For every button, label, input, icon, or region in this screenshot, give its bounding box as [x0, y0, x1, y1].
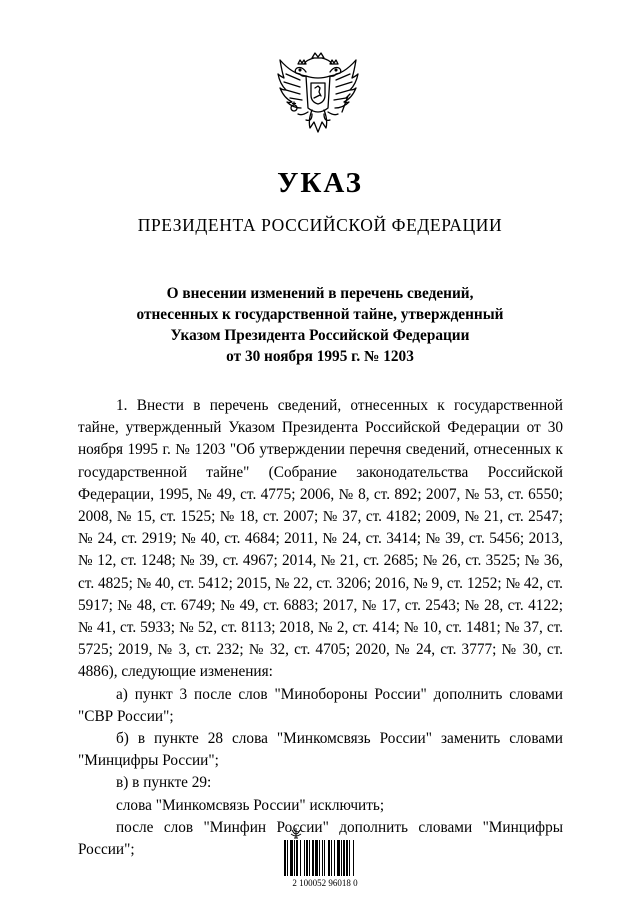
barcode-icon — [284, 840, 366, 876]
barcode-bar — [334, 840, 335, 876]
barcode-bar — [353, 840, 354, 876]
barcode-bar — [309, 840, 310, 876]
barcode-bar — [284, 840, 286, 876]
paragraph-subitem-b: б) в пункте 28 слова "Минкомсвязь России" заменить словами "Минцифры России"; — [78, 730, 563, 770]
paragraph-subitem-a: а) пункт 3 после слов "Минобороны России" дополнить словами "СВР России"; — [78, 685, 563, 725]
paragraph-subitem-v: в) в пункте 29: — [116, 774, 212, 792]
barcode-bar — [331, 840, 332, 876]
paragraph-item-1: 1. Внести в перечень сведений, отнесенных к государственной тайне, утвержденный Указом Президента Российской Федерации от 30 ноября 1995 г. № 1203 "Об утверждении перечня сведений, отнесенных к государственной тайне" (Собрание законодательства Российской Федерации, 1995, № 49, ст. 4775; 2006, № 8, ст. 892; 2007, № 53, ст. 6550; 2008, № 15, ст. 1525; № 18, ст. 2007; № 37, ст. 4182; 2009, № 21, ст. 2547; № 24, ст. 2919; № 40, ст. 4684; 2011, № 24, ст. 3414; № 39, ст. 5456; 2013, № 12, ст. 1248; № 39, ст. 4967; 2014, № 21, ст. 2685; № 26, ст. 3525; № 36, ст. 4825; № 40, ст. 5412; 2015, № 22, ст. 3206; 2016, № 9, ст. 1252; № 42, ст. 5917; № 48, ст. 6749; № 49, ст. 6883; 2017, № 17, ст. 2543; № 28, ст. 4122; № 41, ст. 5933; № 52, ст. 8113; 2018, № 2, ст. 414; № 10, ст. 1481; № 37, ст. 5725; 2019, № 3, ст. 232; № 32, ст. 4705; 2020, № 24, ст. 3777; № 30, ст. 4886), следующие изменения: — [78, 397, 564, 681]
barcode-bar — [306, 840, 308, 876]
paragraph-clause: после слов "Минфин России" дополнить словами "Минцифры России"; — [78, 818, 563, 859]
barcode-block — [270, 826, 380, 886]
barcode-bar — [322, 840, 323, 876]
heading-line: от 30 ноября 1995 г. № 1203 — [226, 348, 414, 365]
barcode-bar — [294, 840, 295, 876]
document-body — [78, 395, 563, 861]
small-eagle-icon — [289, 826, 303, 840]
barcode-bar — [319, 840, 320, 876]
barcode-bar — [328, 840, 330, 876]
barcode-bar — [346, 840, 348, 876]
barcode-bar — [290, 840, 293, 876]
document-subtitle: ПРЕЗИДЕНТА РОССИЙСКОЙ ФЕДЕРАЦИИ — [137, 215, 503, 235]
decree-heading — [90, 283, 550, 367]
heading-line: О внесении изменений в перечень сведений, — [166, 285, 474, 302]
barcode-bar — [337, 840, 340, 876]
heading-line: отнесенных к государственной тайне, утвержденный — [136, 306, 504, 323]
document-title: УКАЗ — [277, 167, 363, 199]
barcode-bar — [349, 840, 350, 876]
barcode-bar — [300, 840, 301, 876]
barcode-bar — [315, 840, 318, 876]
paragraph-clause: слова "Минкомсвязь России" исключить; — [116, 796, 385, 814]
state-emblem-icon — [276, 50, 360, 142]
barcode-bar — [343, 840, 345, 876]
barcode-number: 2 100052 96018 0 — [292, 878, 358, 888]
barcode-bar — [324, 840, 325, 876]
barcode-bar — [287, 840, 288, 876]
barcode-bar — [312, 840, 314, 876]
barcode-bar — [341, 840, 342, 876]
barcode-bar — [296, 840, 298, 876]
heading-line: Указом Президента Российской Федерации — [170, 327, 470, 344]
barcode-bar — [304, 840, 305, 876]
